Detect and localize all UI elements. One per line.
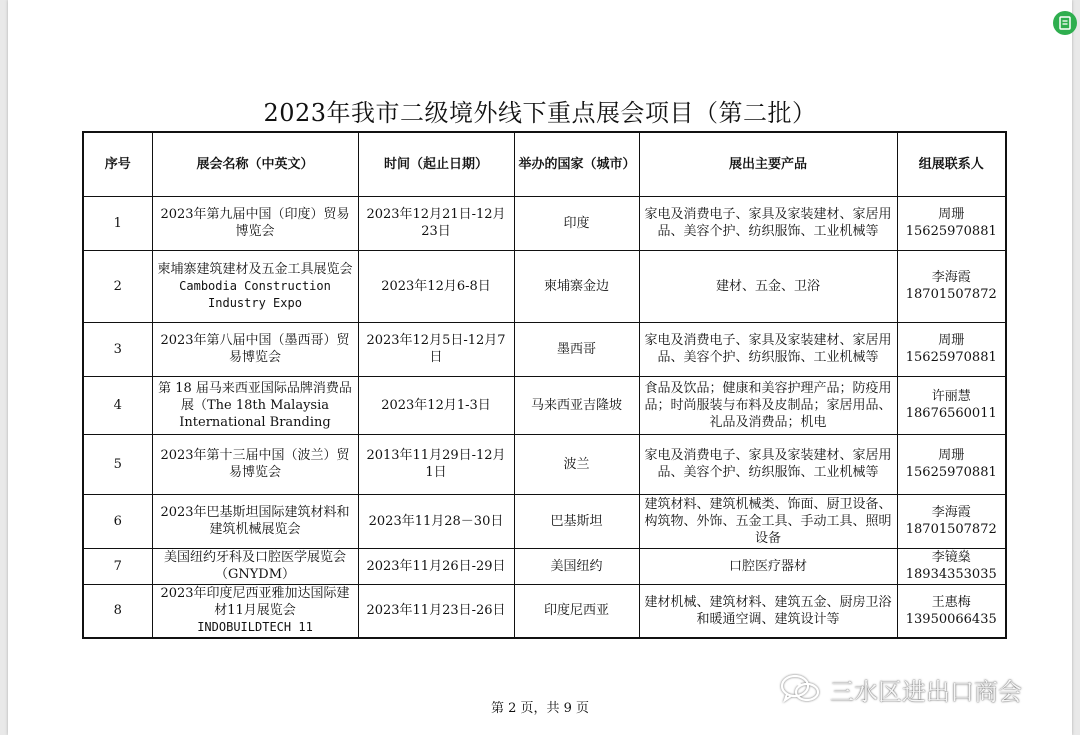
exhibition-products: 家电及消费电子、家具及家装建材、家居用品、美容个护、纺织服饰、工业机械等 <box>644 448 892 480</box>
table-row <box>83 494 1006 548</box>
exhibition-country-cell <box>514 434 639 494</box>
header-name: 展会名称（中英文） <box>152 132 358 196</box>
contact-phone: 15625970881 <box>905 350 997 365</box>
contact-phone: 18701507872 <box>905 522 997 537</box>
header-date: 时间（起止日期） <box>358 132 514 196</box>
table-row <box>83 322 1006 376</box>
exhibition-name-cell <box>152 434 358 494</box>
exhibition-country: 柬埔寨金边 <box>543 278 609 294</box>
exhibition-name-cell <box>152 494 358 548</box>
contact-name: 李海霞 <box>931 505 971 520</box>
exhibition-products: 家电及消费电子、家具及家装建材、家居用品、美容个护、纺织服饰、工业机械等 <box>644 333 892 365</box>
exhibition-date-cell <box>358 322 514 376</box>
exhibition-country-cell <box>514 584 639 638</box>
exhibition-date: 2023年12月6-8日 <box>381 278 491 294</box>
row-number: 5 <box>113 456 122 472</box>
contact-name: 李海霞 <box>931 270 971 285</box>
exhibition-products-cell <box>639 548 897 584</box>
row-number-cell <box>83 434 152 494</box>
exhibition-products: 建材、五金、卫浴 <box>715 278 820 294</box>
document-icon[interactable] <box>1053 11 1077 35</box>
exhibition-products-cell <box>639 584 897 638</box>
contact-phone: 15625970881 <box>905 465 997 480</box>
header-no: 序号 <box>83 132 152 196</box>
exhibition-date: 2023年11月28－30日 <box>368 513 504 529</box>
exhibition-products: 家电及消费电子、家具及家装建材、家居用品、美容个护、纺织服饰、工业机械等 <box>644 207 892 239</box>
exhibition-products-cell <box>639 434 897 494</box>
contact-phone: 18676560011 <box>905 406 997 421</box>
contact-cell <box>897 322 1006 376</box>
exhibition-date-cell <box>358 494 514 548</box>
watermark-text: 三水区进出口商会 <box>830 677 1022 706</box>
exhibition-date: 2023年11月26日-29日 <box>366 558 506 574</box>
row-number: 3 <box>113 341 122 357</box>
row-number: 4 <box>113 397 122 413</box>
contact-name: 周珊 <box>938 448 965 463</box>
exhibition-products-cell <box>639 196 897 250</box>
exhibition-name-cell <box>152 322 358 376</box>
exhibition-products-cell <box>639 322 897 376</box>
page-number: 第 2 页，共 9 页 <box>490 701 590 716</box>
contact-name: 王惠梅 <box>931 594 971 610</box>
exhibition-country: 墨西哥 <box>556 341 596 357</box>
exhibition-name: 2023年第十三届中国（波兰）贸易博览会 <box>160 448 350 480</box>
row-number-cell <box>83 250 152 322</box>
exhibition-date-cell <box>358 196 514 250</box>
table-row <box>83 584 1006 638</box>
row-number-cell <box>83 548 152 584</box>
exhibition-name: 2023年第八届中国（墨西哥）贸易博览会 <box>160 333 350 365</box>
exhibition-name-cell <box>152 250 358 322</box>
exhibition-name: 2023年巴基斯坦国际建筑材料和建筑机械展览会 <box>160 505 350 537</box>
row-number-cell <box>83 494 152 548</box>
table-row <box>83 196 1006 250</box>
exhibition-products-cell <box>639 494 897 548</box>
row-number-cell <box>83 196 152 250</box>
exhibition-products: 口腔医疗器材 <box>728 558 807 574</box>
exhibition-date-cell <box>358 584 514 638</box>
exhibition-name: 柬埔寨建筑建材及五金工具展览会 Cambodia Construction Industry Expo <box>157 261 353 310</box>
contact-cell <box>897 548 1006 584</box>
contact-phone: 15625970881 <box>905 224 997 239</box>
contact-phone: 18701507872 <box>905 287 997 302</box>
row-number: 1 <box>113 215 122 231</box>
contact-name: 周珊 <box>938 333 965 348</box>
watermark <box>778 672 1022 706</box>
exhibition-name: 美国纽约牙科及口腔医学展览会 （GNYDM） <box>163 550 346 582</box>
row-number-cell <box>83 584 152 638</box>
exhibition-country: 马来西亚吉隆坡 <box>530 397 622 413</box>
exhibition-date-cell <box>358 376 514 434</box>
exhibition-date: 2023年12月21日-12月23日 <box>366 207 506 239</box>
exhibition-date: 2023年11月23日-26日 <box>366 603 506 619</box>
exhibition-country-cell <box>514 494 639 548</box>
row-number: 2 <box>113 278 122 294</box>
row-number-cell <box>83 322 152 376</box>
exhibition-country: 美国纽约 <box>550 558 603 574</box>
table-row <box>83 434 1006 494</box>
exhibition-country: 波兰 <box>563 456 590 472</box>
contact-phone: 18934353035 <box>905 567 997 582</box>
contact-cell <box>897 196 1006 250</box>
exhibition-date-cell <box>358 250 514 322</box>
exhibition-country-cell <box>514 548 639 584</box>
contact-cell <box>897 584 1006 638</box>
row-number: 8 <box>113 603 122 619</box>
exhibition-name-cell <box>152 376 358 434</box>
contact-cell <box>897 434 1006 494</box>
exhibition-name-cell <box>152 196 358 250</box>
document-title: 2023年我市二级境外线下重点展会项目（第二批） <box>263 99 817 127</box>
exhibition-products: 建材机械、建筑材料、建筑五金、厨房卫浴和暖通空调、建筑设计等 <box>644 594 892 627</box>
contact-name: 周珊 <box>938 207 965 222</box>
exhibition-country-cell <box>514 250 639 322</box>
contact-cell <box>897 494 1006 548</box>
exhibition-name: 2023年印度尼西亚雅加达国际建材11月展览会 INDOBUILDTECH 11 <box>160 586 350 635</box>
exhibition-country-cell <box>514 196 639 250</box>
table-row <box>83 376 1006 434</box>
exhibition-table <box>82 131 1007 639</box>
exhibition-products: 食品及饮品；健康和美容护理产品；防疫用品；时尚服装与布料及皮制品；家居用品、礼品及消费品；机电 <box>644 380 892 430</box>
exhibition-name-cell <box>152 584 358 638</box>
exhibition-country-cell <box>514 322 639 376</box>
table-row <box>83 548 1006 584</box>
exhibition-country: 巴基斯坦 <box>550 513 603 529</box>
exhibition-name: 2023年第九届中国（印度）贸易博览会 <box>160 207 350 239</box>
wechat-icon <box>778 673 822 705</box>
exhibition-date: 2023年12月5日-12月7日 <box>366 333 506 365</box>
exhibition-name: 第 18 届马来西亚国际品牌消费品展（The 18th Malaysia International Branding <box>158 380 352 430</box>
exhibition-date-cell <box>358 434 514 494</box>
header-products: 展出主要产品 <box>639 132 897 196</box>
exhibition-date: 2013年11月29日-12月1日 <box>366 448 506 480</box>
exhibition-products-cell <box>639 250 897 322</box>
contact-name: 李镜燊 <box>931 550 971 565</box>
exhibition-date-cell <box>358 548 514 584</box>
exhibition-products: 建筑材料、建筑机械类、饰面、厨卫设备、构筑物、外饰、五金工具、手动工具、照明设备 <box>644 496 892 546</box>
exhibition-country: 印度 <box>563 215 590 231</box>
header-country: 举办的国家（城市） <box>514 132 639 196</box>
row-number: 6 <box>113 513 122 529</box>
header-contact: 组展联系人 <box>897 132 1006 196</box>
row-number: 7 <box>113 558 122 574</box>
row-number-cell <box>83 376 152 434</box>
contact-name: 许丽慧 <box>931 389 971 404</box>
contact-cell <box>897 376 1006 434</box>
table-body <box>83 196 1006 638</box>
exhibition-country-cell <box>514 376 639 434</box>
exhibition-name-cell <box>152 548 358 584</box>
exhibition-products-cell <box>639 376 897 434</box>
table-row <box>83 250 1006 322</box>
exhibition-country: 印度尼西亚 <box>543 603 609 619</box>
contact-cell <box>897 250 1006 322</box>
exhibition-date: 2023年12月1-3日 <box>381 397 491 413</box>
contact-phone: 13950066435 <box>905 611 997 627</box>
